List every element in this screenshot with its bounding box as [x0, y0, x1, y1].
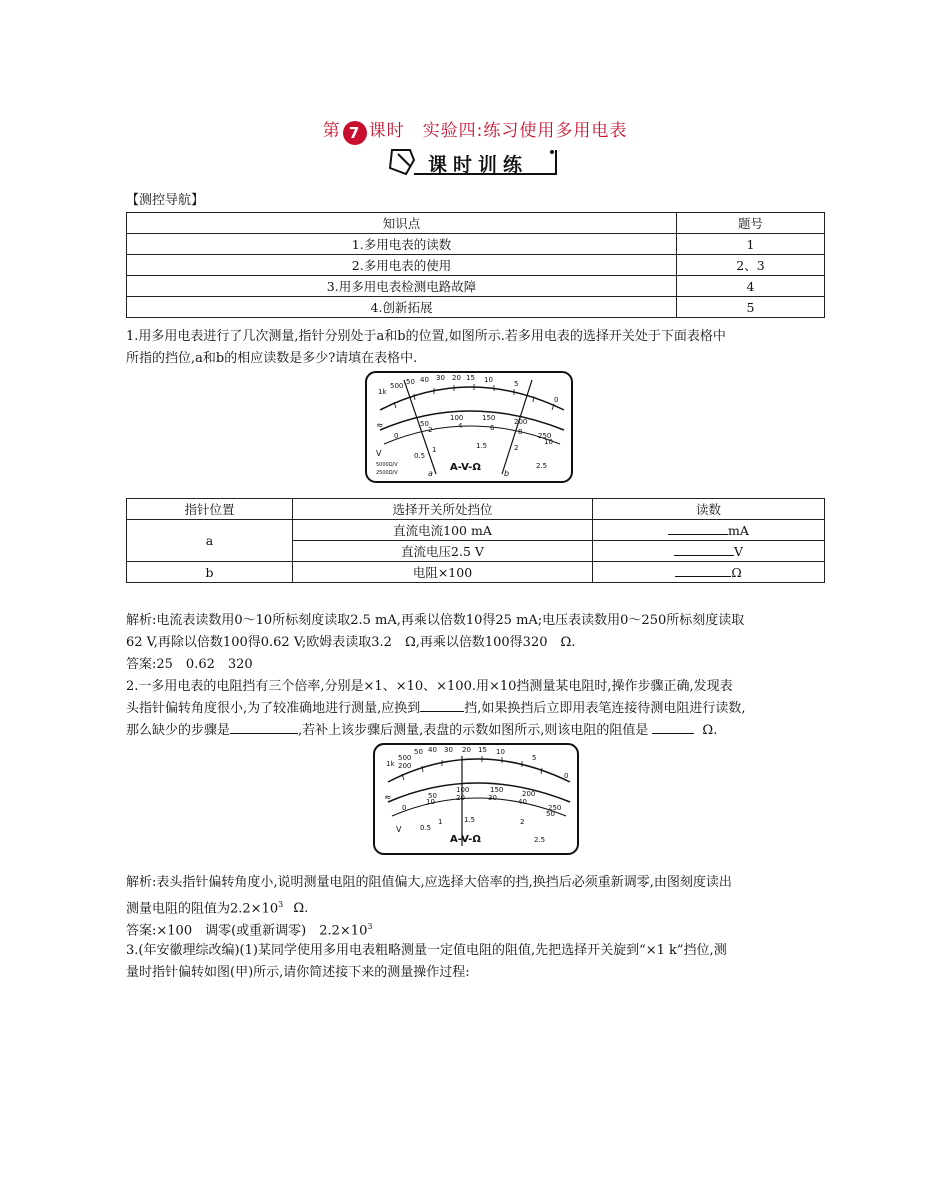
- unit: mA: [728, 522, 749, 538]
- dial-tick-label: 10: [484, 376, 493, 384]
- dial-tick-label: 10: [496, 748, 505, 756]
- q2-analysis-end: Ω.: [293, 901, 309, 917]
- page-title: [0, 116, 950, 145]
- q2-answer-text: 答案:×100 调零(或重新调零) 2.2×10: [126, 923, 368, 939]
- title-suffix: 课时 实验四:练习使用多用电表: [368, 121, 628, 141]
- meter-label: A-V-Ω: [450, 834, 481, 845]
- q2-line3-text-c: Ω.: [702, 723, 718, 738]
- dial-tick-label: 0.5: [420, 824, 432, 832]
- q1-analysis-line1: 解析:电流表读数用0～10所标刻度读取2.5 mA,再乘以倍数10得25 mA;电压表读数用0～250所标刻度读取: [126, 613, 745, 628]
- dial-tick-label: 2.5: [536, 462, 548, 470]
- q2-analysis-line1: 解析:表头指针偏转角度小,说明测量电阻的阻值偏大,应选择大倍率的挡,换挡后必须重新调零,由图刻度读出: [126, 875, 732, 890]
- ac-symbol: ≈: [384, 793, 392, 803]
- dial-tick-label: 4: [458, 422, 463, 430]
- nav-header-knowledge: 知识点: [127, 213, 677, 234]
- title-prefix: 第: [322, 121, 341, 141]
- dial-tick-label: 1: [438, 818, 443, 826]
- nav-table: [126, 212, 825, 318]
- dial-tick-label: 200: [522, 790, 536, 798]
- dial-tick-label: 150: [490, 786, 504, 794]
- q1-line2: 所指的挡位,a和b的相应读数是多少?请填在表格中.: [126, 351, 418, 366]
- banner-text: 课时训练: [428, 154, 529, 176]
- lesson-number-badge: 7: [343, 121, 367, 145]
- sensitivity-ac: 2500Ω/V: [376, 470, 398, 476]
- table-row: [127, 562, 825, 583]
- exponent: 3: [278, 900, 284, 909]
- q1-line1: 1.用多用电表进行了几次测量,指针分别处于a和b的位置,如图所示.若多用电表的选择开关处于下面表格中: [126, 329, 726, 344]
- dial-tick-label: 40: [518, 798, 527, 806]
- dial-tick-label: 500: [398, 754, 412, 762]
- dial-tick-label: 30: [444, 746, 453, 754]
- nav-cell: 2.多用电表的使用: [127, 255, 677, 276]
- nav-cell: 4.创新拓展: [127, 297, 677, 318]
- dial-tick-label: 500: [390, 382, 404, 390]
- multimeter-dial-figure-1: [364, 370, 574, 484]
- dial-tick-label: 1.5: [476, 442, 488, 450]
- dial-tick-label: 30: [436, 374, 445, 382]
- dial-tick-label: 30: [488, 794, 497, 802]
- table-row: [127, 234, 825, 255]
- dial-tick-label: 200: [398, 762, 412, 770]
- q1-answer: 答案:25 0.62 320: [126, 657, 253, 672]
- dial-tick-label: 20: [452, 374, 461, 382]
- nav-cell: 1.多用电表的读数: [127, 234, 677, 255]
- q1-cell-reading: [593, 562, 825, 583]
- q2-line2-text-b: 挡,如果换挡后立即用表笔连接待测电阻进行读数,: [464, 701, 746, 716]
- q2-line2-text: 头指针偏转角度很小,为了较准确地进行测量,应换到: [126, 701, 421, 716]
- multimeter-dial-figure-2: [372, 742, 580, 856]
- sensitivity-dc: 5000Ω/V: [376, 462, 398, 468]
- nav-cell: 2、3: [677, 255, 825, 276]
- nav-cell: 5: [677, 297, 825, 318]
- answer-blank: [675, 576, 731, 577]
- dial-tick-label: 20: [456, 794, 465, 802]
- unit: Ω: [731, 564, 742, 580]
- q1-cell-a: a: [127, 520, 293, 562]
- nav-cell: 1: [677, 234, 825, 255]
- answer-blank: [420, 711, 464, 712]
- answer-blank: [674, 555, 734, 556]
- dial-tick-label: 6: [490, 424, 495, 432]
- dial-tick-label: 50: [414, 748, 423, 756]
- q1-cell-reading: [593, 520, 825, 541]
- dial-tick-label: 15: [478, 746, 487, 754]
- dial-tick-label: 40: [428, 746, 437, 754]
- dc-volt-symbol: V: [396, 825, 402, 834]
- dial-tick-label: 2: [520, 818, 525, 826]
- dial-tick-label: 100: [456, 786, 470, 794]
- q1-header-switch: 选择开关所处挡位: [293, 499, 593, 520]
- dial-tick-label: 1k: [386, 760, 395, 768]
- dial-tick-label: 150: [482, 414, 496, 422]
- dial-tick-label: 0: [402, 804, 407, 812]
- dial-tick-label: 2.5: [534, 836, 546, 844]
- nav-cell: 3.用多用电表检测电路故障: [127, 276, 677, 297]
- nav-label: 【测控导航】: [126, 193, 205, 208]
- q2-answer: [126, 916, 372, 942]
- dial-tick-label: 0: [394, 432, 399, 440]
- dial-tick-label: 250: [538, 432, 552, 440]
- dial-tick-label: 200: [514, 418, 528, 426]
- q2-line3-text: 那么缺少的步骤是: [126, 723, 231, 738]
- q1-table: [126, 498, 825, 583]
- q2-line3-text-b: ,若补上该步骤后测量,表盘的示数如图所示,则该电阻的阻值是: [298, 723, 649, 738]
- dc-volt-symbol: V: [376, 449, 382, 458]
- q2-line3: [126, 720, 717, 742]
- dial-tick-label: 20: [462, 746, 471, 754]
- dial-tick-label: 0: [554, 396, 559, 404]
- dial-tick-label: 10: [544, 438, 553, 446]
- answer-blank: [230, 733, 298, 734]
- dial-tick-label: 2: [428, 426, 433, 434]
- table-row: [127, 276, 825, 297]
- meter-label: A-V-Ω: [450, 462, 481, 473]
- q1-header-reading: 读数: [593, 499, 825, 520]
- dial-tick-label: 1.5: [464, 816, 476, 824]
- table-row: [127, 255, 825, 276]
- dial-tick-label: 40: [420, 376, 429, 384]
- q1-cell-range: 直流电流100 mA: [293, 520, 593, 541]
- pointer-a-label: a: [428, 469, 433, 478]
- dial-tick-label: 1: [432, 446, 437, 454]
- dial-tick-label: 50: [428, 792, 437, 800]
- q2-line1: 2.一多用电表的电阻挡有三个倍率,分别是×1、×10、×100.用×10挡测量某电阻时,操作步骤正确,发现表: [126, 679, 733, 694]
- q3-line1: 3.(年安徽理综改编)(1)某同学使用多用电表粗略测量一定值电阻的阻值,先把选择开关旋到“×1 k”挡位,测: [126, 943, 727, 958]
- dial-tick-label: 50: [546, 810, 555, 818]
- nav-cell: 4: [677, 276, 825, 297]
- dial-tick-label: 0: [564, 772, 569, 780]
- q2-analysis-text: 测量电阻的阻值为2.2×10: [126, 901, 279, 917]
- answer-blank: [652, 733, 694, 734]
- q1-cell-range: 电阻×100: [293, 562, 593, 583]
- dial-tick-label: 50: [420, 420, 429, 428]
- ac-symbol: ≈: [376, 421, 384, 431]
- dial-tick-label: 1k: [378, 388, 387, 396]
- dial-tick-label: 2: [514, 444, 519, 452]
- table-row: [127, 297, 825, 318]
- unit: V: [733, 543, 744, 559]
- q1-header-position: 指针位置: [127, 499, 293, 520]
- pointer-b-label: b: [504, 469, 510, 478]
- table-row: [127, 520, 825, 541]
- dial-tick-label: 5: [514, 380, 519, 388]
- q1-cell-b: b: [127, 562, 293, 583]
- dial-tick-label: 100: [450, 414, 464, 422]
- q1-analysis-line2: 62 V,再除以倍数100得0.62 V;欧姆表读取3.2 Ω,再乘以倍数100得320 Ω.: [126, 635, 576, 650]
- dial-tick-label: 10: [426, 798, 435, 806]
- q1-cell-reading: [593, 541, 825, 562]
- exponent: 3: [367, 922, 373, 931]
- answer-blank: [668, 534, 728, 535]
- nav-header-question: 题号: [677, 213, 825, 234]
- q2-line2: [126, 698, 746, 720]
- dial-tick-label: 15: [466, 374, 475, 382]
- q3-line2: 量时指针偏转如图(甲)所示,请你简述接下来的测量操作过程:: [126, 965, 470, 980]
- dial-tick-label: 250: [548, 804, 562, 812]
- q1-cell-range: 直流电压2.5 V: [293, 541, 593, 562]
- dial-tick-label: 0.5: [414, 452, 426, 460]
- dial-tick-label: 50: [406, 378, 415, 386]
- dial-tick-label: 5: [532, 754, 537, 762]
- dial-tick-label: 8: [518, 428, 523, 436]
